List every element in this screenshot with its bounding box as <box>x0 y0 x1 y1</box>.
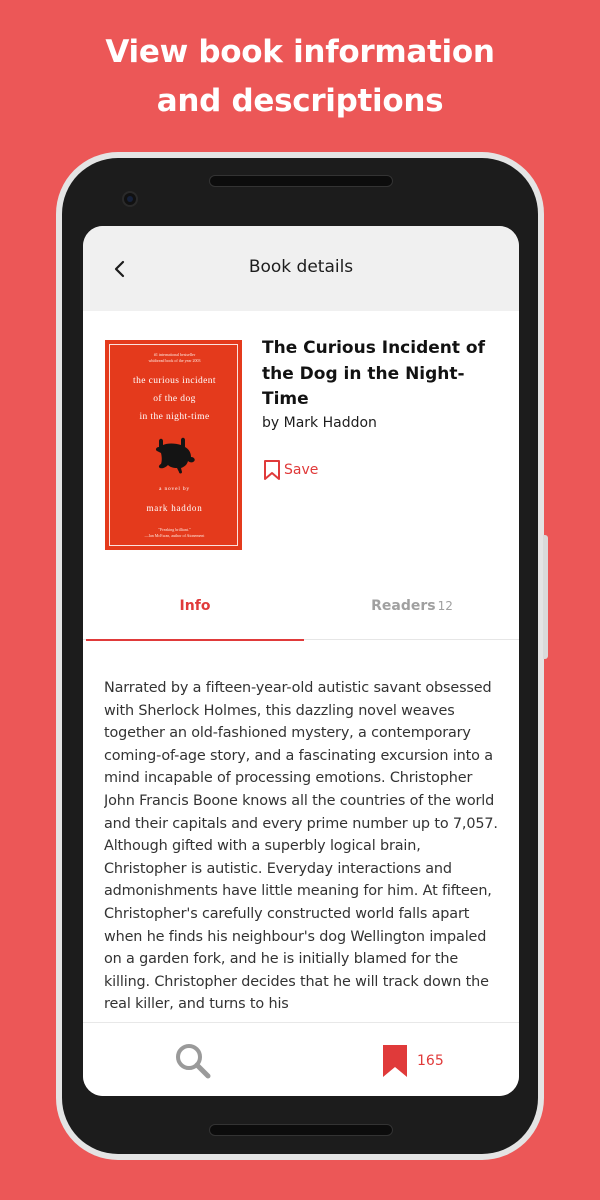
cover-title-line2: of the dog <box>153 394 196 404</box>
tab-info[interactable] <box>86 582 304 640</box>
cover-title <box>110 372 239 426</box>
search-icon <box>173 1041 213 1081</box>
book-cover[interactable] <box>105 340 242 550</box>
cover-blurb-1: "Freaking brilliant." <box>158 527 191 532</box>
promo-headline <box>0 28 600 126</box>
save-label: Save <box>284 462 319 478</box>
phone-speaker-top <box>209 175 393 187</box>
book-description: Narrated by a fifteen-year-old autistic savant obsessed with Sherlock Holmes, this dazzling novel weaves together an old-fashioned mystery, a contemporary coming-of-age story, and a fascinating excursion into a mind incapable of processing emotions. Christopher John Francis Boone knows all the countries of the world and their capitals and every prime number up to 7,057. Although gifted with a superbly logical brain, Christopher is autistic. Everyday interactions and admonishments have little meaning for him. At fifteen, Christopher's carefully constructed world falls apart when he finds his neighbour's dog Wellington impaled on a garden fork, and he is initially blamed for the killing. Christopher decides that he will track down the real killer, and turns to his <box>104 680 498 1013</box>
save-button[interactable] <box>263 458 318 482</box>
book-author: by Mark Haddon <box>262 415 377 431</box>
tab-readers-label: Readers <box>371 598 436 614</box>
cover-author: mark haddon <box>146 503 203 513</box>
cover-tagline-1: #1 international bestseller <box>153 352 196 357</box>
promo-headline-line1: View book information <box>105 34 495 70</box>
tab-bar <box>83 582 519 640</box>
bookmark-outline-icon <box>263 459 281 481</box>
phone-side-button <box>543 535 548 659</box>
active-tab-indicator <box>86 639 304 641</box>
cover-title-line3: in the night-time <box>139 412 210 422</box>
tab-readers-count: 12 <box>437 599 453 613</box>
bookmark-icon <box>381 1044 409 1078</box>
app-screen <box>83 226 519 1096</box>
saved-count: 165 <box>417 1053 444 1069</box>
upside-down-dog-illustration <box>151 435 197 475</box>
cover-subtitle: a novel by <box>159 486 190 492</box>
book-title: The Curious Incident of the Dog in the Night-Time <box>262 338 486 409</box>
book-cover-border <box>109 344 238 546</box>
bottom-navigation <box>83 1022 519 1096</box>
page-title: Book details <box>248 257 354 277</box>
nav-saved-button[interactable] <box>381 1043 444 1079</box>
tab-info-label: Info <box>179 598 211 614</box>
cover-tagline-2: whitbread book of the year 2003 <box>148 358 201 363</box>
app-bar <box>83 226 519 311</box>
promo-headline-line2: and descriptions <box>156 83 444 119</box>
nav-search-button[interactable] <box>173 1041 213 1081</box>
cover-blurb-2: —Ian McEwan, author of Atonement <box>144 533 205 538</box>
phone-speaker-bottom <box>209 1124 393 1136</box>
cover-title-line1: the curious incident <box>133 376 216 386</box>
tab-readers[interactable] <box>303 582 519 640</box>
phone-camera <box>122 191 138 207</box>
